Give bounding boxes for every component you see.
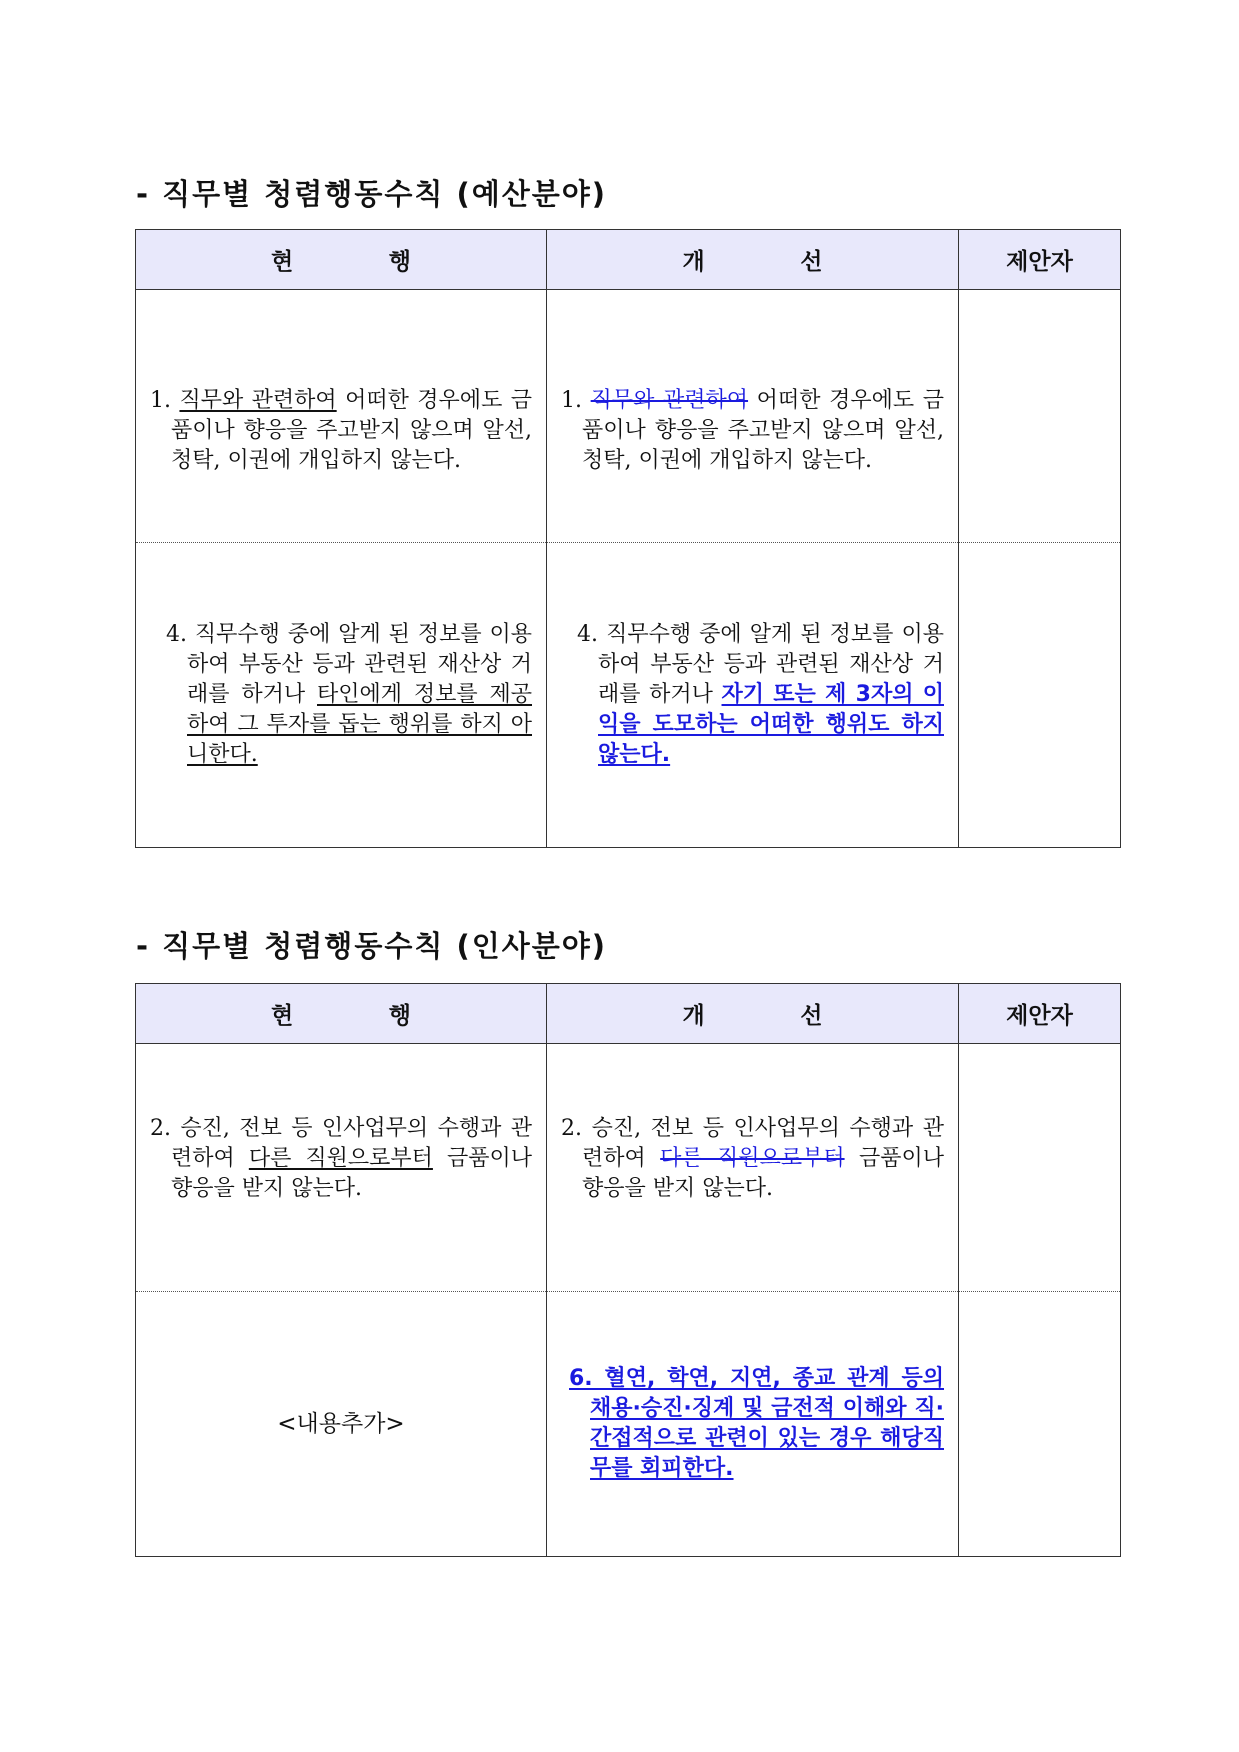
underlined-text: 다른 직원으로부터 (248, 1145, 433, 1171)
added-text: 6. 혈연, 학연, 지연, 종교 관계 등의 채용·승진·징계 및 금전적 이해와 직·간접적으로 관련이 있는 경우 해당직무를 회피한다. (569, 1366, 944, 1481)
improved-cell (547, 543, 959, 848)
header-current: 현 행 (136, 230, 547, 290)
proposer-cell (959, 1044, 1121, 1292)
section-title-budget: - 직무별 청렴행동수칙 (예산분야) (136, 177, 608, 211)
proposer-cell (959, 1292, 1121, 1557)
table-row (136, 1292, 1121, 1557)
added-text: 자기 또는 제 3자의 이익을 도모하는 어떠한 행위도 하지 않는다. (598, 682, 944, 767)
current-cell (136, 543, 547, 848)
improved-cell (547, 1044, 959, 1292)
improved-cell (547, 290, 959, 543)
proposer-cell (959, 543, 1121, 848)
content-added-note: <내용추가> (277, 1411, 405, 1437)
table-row (136, 1044, 1121, 1292)
personnel-revision-table (135, 983, 1121, 1557)
header-improved: 개 선 (547, 984, 959, 1044)
body-text: 2. 승진, 전보 등 인사업무의 수행과 관련하여 (150, 1115, 532, 1171)
table-header-row (136, 984, 1121, 1044)
table-header-row (136, 230, 1121, 290)
current-cell (136, 290, 547, 543)
table-row (136, 543, 1121, 848)
header-proposer: 제안자 (959, 230, 1121, 290)
header-improved: 개 선 (547, 230, 959, 290)
item-number: 1. (150, 388, 171, 413)
table-row (136, 290, 1121, 543)
body-text: 어떠한 경우에도 금품이나 향응을 주고받지 않으며 알선, 청탁, 이권에 개입하지 않는다. (171, 388, 533, 473)
proposer-cell (959, 290, 1121, 543)
section-title-personnel: - 직무별 청렴행동수칙 (인사분야) (136, 929, 608, 963)
body-text: 2. 승진, 전보 등 인사업무의 수행과 관련하여 (561, 1115, 944, 1171)
struck-text: 직무와 관련하여 (590, 388, 749, 413)
header-proposer: 제안자 (959, 984, 1121, 1044)
body-text: 금품이나 향응을 받지 않는다. (582, 1145, 944, 1201)
improved-cell (547, 1292, 959, 1557)
struck-text: 다른 직원으로부터 (660, 1145, 845, 1171)
budget-revision-table (135, 229, 1121, 848)
current-cell (136, 1044, 547, 1292)
item-number: 1. (561, 388, 582, 413)
body-text: 4. 직무수행 중에 알게 된 정보를 이용하여 부동산 등과 관련된 재산상 거래를 하거나 (577, 622, 944, 707)
header-current: 현 행 (136, 984, 547, 1044)
body-text: 어떠한 경우에도 금품이나 향응을 주고받지 않으며 알선, 청탁, 이권에 개입하지 않는다. (582, 388, 944, 473)
current-cell (136, 1292, 547, 1557)
body-text: 금품이나 향응을 받지 않는다. (171, 1145, 532, 1201)
underlined-text: 타인에게 정보를 제공하여 그 투자를 돕는 행위를 하지 아니한다. (187, 682, 532, 767)
underlined-text: 직무와 관련하여 (179, 388, 337, 413)
body-text: 4. 직무수행 중에 알게 된 정보를 이용하여 부동산 등과 관련된 재산상 거래를 하거나 (166, 622, 532, 707)
